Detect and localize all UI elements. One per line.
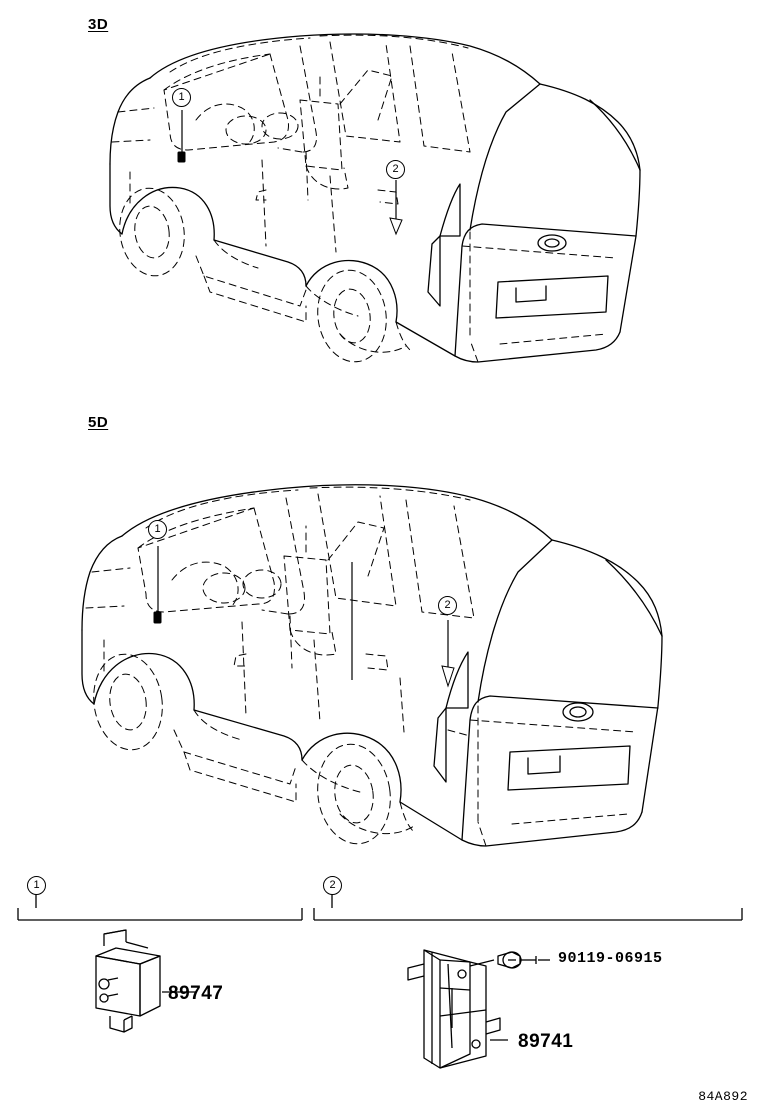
variant-label-3d: 3D — [88, 16, 109, 33]
callout-1-top[interactable]: 1 — [172, 88, 191, 107]
part-number-90119-06915: 90119-06915 — [558, 950, 663, 967]
part-number-89741: 89741 — [518, 1031, 574, 1052]
variant-label-5d: 5D — [88, 414, 109, 431]
callout-2-top[interactable]: 2 — [386, 160, 405, 179]
callout-1-bottom[interactable]: 1 — [148, 520, 167, 539]
callout-2-bottom[interactable]: 2 — [438, 596, 457, 615]
sheet-code: 84A892 — [698, 1089, 748, 1104]
parts-legend — [0, 868, 760, 1108]
vehicle-illustration-5d — [0, 430, 760, 890]
vehicle-illustration-3d — [0, 0, 760, 420]
callout-2-legend[interactable]: 2 — [323, 876, 342, 895]
part-number-89747: 89747 — [168, 983, 224, 1004]
callout-1-legend[interactable]: 1 — [27, 876, 46, 895]
